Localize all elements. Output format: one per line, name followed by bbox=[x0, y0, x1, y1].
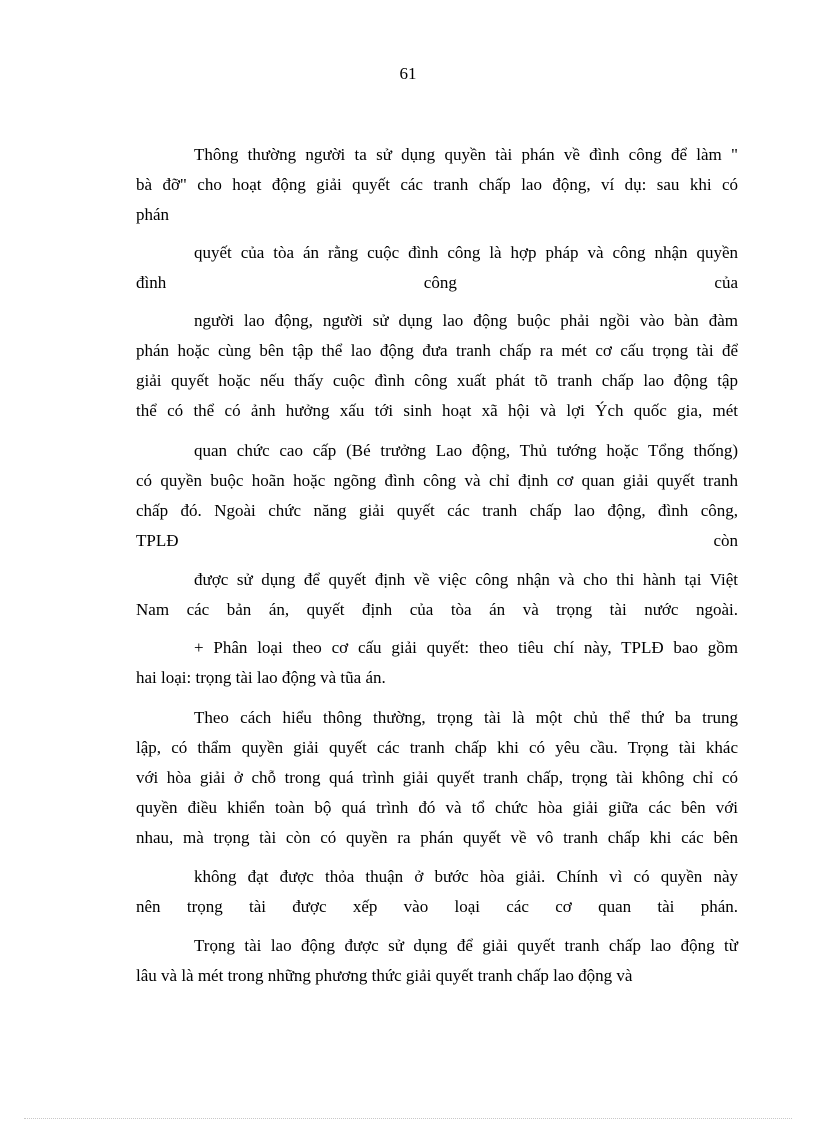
text-line: nên trọng tài được xếp vào loại các cơ quan tài phán. bbox=[136, 897, 738, 916]
text-line: lâu và là mét trong những phương thức giải quyết tranh chấp lao động và bbox=[136, 966, 633, 985]
text-line: chấp đó. Ngoài chức năng giải quyết các tranh chấp lao động, đình công, bbox=[136, 501, 738, 520]
text-line: Theo cách hiểu thông thường, trọng tài là một chủ thể thứ ba trung bbox=[194, 708, 738, 727]
text-line: không đạt được thỏa thuận ở bước hòa giải. Chính vì có quyền này bbox=[194, 867, 738, 886]
text-line: Thông thường người ta sử dụng quyền tài phán về đình công để làm " bbox=[194, 145, 738, 164]
text-line: với hòa giải ở chỗ trong quá trình giải quyết tranh chấp, trọng tài không chỉ có bbox=[136, 768, 738, 787]
text-line: đình công của bbox=[136, 273, 738, 292]
text-line: phán hoặc cùng bên tập thể lao động đưa tranh chấp ra mét cơ cấu trọng tài để bbox=[136, 341, 738, 360]
text-line: + Phân loại theo cơ cấu giải quyết: theo tiêu chí này, TPLĐ bao gồm bbox=[194, 638, 738, 657]
text-line: có quyền buộc hoãn hoặc ngõng đình công và chỉ định cơ quan giải quyết tranh bbox=[136, 471, 738, 490]
page-number: 61 bbox=[399, 64, 417, 83]
text-line: quan chức cao cấp (Bé trưởng Lao động, Thủ tướng hoặc Tổng thống) bbox=[194, 441, 738, 460]
text-line: thể có thể có ảnh hưởng xấu tới sinh hoạt xã hội và lợi Ých quốc gia, mét bbox=[136, 401, 738, 420]
text-line: người lao động, người sử dụng lao động buộc phải ngồi vào bàn đàm bbox=[194, 311, 738, 330]
text-line: TPLĐ còn bbox=[136, 531, 738, 550]
text-line: phán bbox=[136, 205, 170, 224]
text-line: được sử dụng để quyết định về việc công nhận và cho thi hành tại Việt bbox=[194, 570, 738, 589]
text-line: Trọng tài lao động được sử dụng để giải quyết tranh chấp lao động từ bbox=[194, 936, 738, 955]
page-bottom-rule bbox=[24, 1118, 792, 1119]
text-line: giải quyết hoặc nếu thấy cuộc đình công xuất phát tõ tranh chấp lao động tập bbox=[136, 371, 738, 390]
text-line: bà đỡ" cho hoạt động giải quyết các tranh chấp lao động, ví dụ: sau khi có bbox=[136, 175, 738, 194]
text-line: Nam các bản án, quyết định của tòa án và trọng tài nước ngoài. bbox=[136, 600, 738, 619]
text-line: nhau, mà trọng tài còn có quyền ra phán quyết về vô tranh chấp khi các bên bbox=[136, 828, 738, 847]
text-line: lập, có thẩm quyền giải quyết các tranh chấp khi có yêu cầu. Trọng tài khác bbox=[136, 738, 738, 757]
text-line: quyền điều khiển toàn bộ quá trình đó và tổ chức hòa giải giữa các bên với bbox=[136, 798, 738, 817]
text-line: hai loại: trọng tài lao động và tũa án. bbox=[136, 668, 386, 687]
text-line: quyết của tòa án rằng cuộc đình công là hợp pháp và công nhận quyền bbox=[194, 243, 738, 262]
